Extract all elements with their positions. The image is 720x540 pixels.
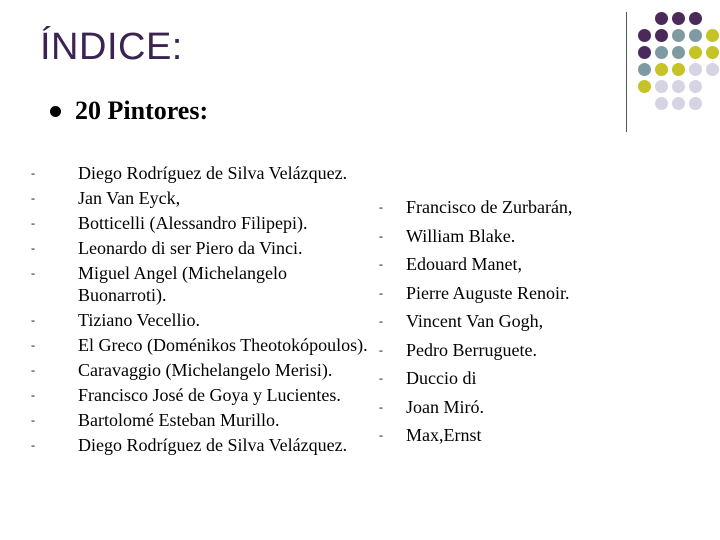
dash-bullet: - — [379, 285, 383, 300]
dash-bullet: - — [31, 338, 35, 352]
painters-list-right — [379, 196, 706, 453]
painter-name: Francisco de Zurbarán, — [406, 197, 573, 217]
decorative-dot — [638, 46, 651, 59]
painter-name: Botticelli (Alessandro Filipepi). — [78, 213, 308, 233]
painter-name: Jan Van Eyck, — [78, 188, 181, 208]
painter-name: Francisco José de Goya y Lucientes. — [78, 385, 341, 405]
list-item — [379, 339, 706, 368]
decorative-dot — [689, 97, 702, 110]
list-item — [379, 282, 706, 311]
painter-name: Diego Rodríguez de Silva Velázquez. — [78, 163, 348, 183]
painter-name: Miguel Angel (Michelangelo Buonarroti). — [78, 263, 287, 305]
painter-name: William Blake. — [406, 225, 516, 246]
heading-row — [50, 96, 208, 126]
list-item — [31, 187, 378, 209]
list-item — [379, 253, 706, 282]
painter-name: El Greco (Doménikos Theotokópoulos). — [78, 335, 368, 355]
list-item — [31, 212, 378, 234]
decorative-dot — [655, 46, 668, 59]
dash-bullet: - — [379, 314, 383, 328]
painter-name: Vincent Van Gogh, — [406, 311, 544, 331]
decorative-dot-grid — [624, 8, 720, 138]
section-heading: 20 Pintores: — [75, 96, 209, 125]
list-item — [31, 409, 378, 431]
painter-name: Caravaggio (Michelangelo Merisi). — [78, 360, 333, 380]
list-item — [379, 196, 706, 225]
dash-bullet: - — [31, 438, 35, 452]
decorative-dot — [655, 80, 668, 93]
dash-bullet: - — [379, 342, 383, 357]
dash-bullet: - — [379, 257, 383, 271]
painter-name: Diego Rodríguez de Silva Velázquez. — [78, 435, 348, 455]
painter-name: Bartolomé Esteban Murillo. — [78, 410, 280, 430]
painters-list-left — [31, 162, 378, 459]
bullet-icon — [50, 106, 61, 117]
decorative-dot — [655, 12, 668, 25]
decorative-dot — [655, 29, 668, 42]
painter-name: Joan Miró. — [406, 396, 484, 417]
decorative-dot — [706, 63, 719, 76]
dash-bullet: - — [379, 371, 383, 385]
list-item — [31, 359, 378, 381]
dash-bullet: - — [379, 428, 383, 442]
painter-name: Max,Ernst — [406, 425, 482, 445]
dash-bullet: - — [31, 413, 35, 427]
list-item — [31, 384, 378, 406]
dash-bullet: - — [31, 191, 35, 205]
decorative-dot — [689, 63, 702, 76]
dash-bullet: - — [31, 241, 35, 255]
list-item — [379, 310, 706, 339]
painter-name: Edouard Manet, — [406, 254, 522, 274]
decorative-dot — [655, 97, 668, 110]
decorative-dot — [689, 80, 702, 93]
list-item — [379, 424, 706, 453]
list-item — [31, 334, 378, 356]
dash-bullet: - — [379, 200, 383, 214]
dash-bullet: - — [31, 313, 35, 327]
dash-bullet: - — [31, 363, 35, 377]
decorative-dot — [638, 29, 651, 42]
decorative-dot — [672, 63, 685, 76]
decorative-dot — [689, 12, 702, 25]
dash-bullet: - — [31, 388, 35, 402]
list-item — [379, 396, 706, 425]
painter-name: Pedro Berruguete. — [406, 339, 537, 360]
painter-name: Pierre Auguste Renoir. — [406, 282, 570, 303]
dash-bullet: - — [31, 266, 35, 280]
decorative-dot — [672, 97, 685, 110]
dash-bullet: - — [379, 399, 383, 414]
decorative-dot — [672, 12, 685, 25]
page-title: ÍNDICE: — [40, 26, 183, 68]
list-item — [379, 367, 706, 396]
decorative-dot — [672, 46, 685, 59]
list-item — [31, 262, 378, 306]
decorative-dot — [706, 46, 719, 59]
decorative-dot — [689, 46, 702, 59]
list-item — [31, 309, 378, 331]
dash-bullet: - — [31, 166, 35, 180]
decorative-dot — [706, 29, 719, 42]
list-item — [31, 434, 378, 456]
painter-name: Duccio di — [406, 368, 477, 388]
decorative-dot — [689, 29, 702, 42]
dash-bullet: - — [31, 216, 35, 230]
painter-name: Tiziano Vecellio. — [78, 310, 200, 330]
decorative-dot — [672, 29, 685, 42]
decorative-dot — [638, 63, 651, 76]
list-item — [31, 237, 378, 259]
decorative-dot — [638, 80, 651, 93]
list-item — [379, 225, 706, 254]
painter-name: Leonardo di ser Piero da Vinci. — [78, 238, 303, 258]
dash-bullet: - — [379, 228, 383, 243]
list-item — [31, 162, 378, 184]
decorative-dot — [672, 80, 685, 93]
decorative-dot — [655, 63, 668, 76]
